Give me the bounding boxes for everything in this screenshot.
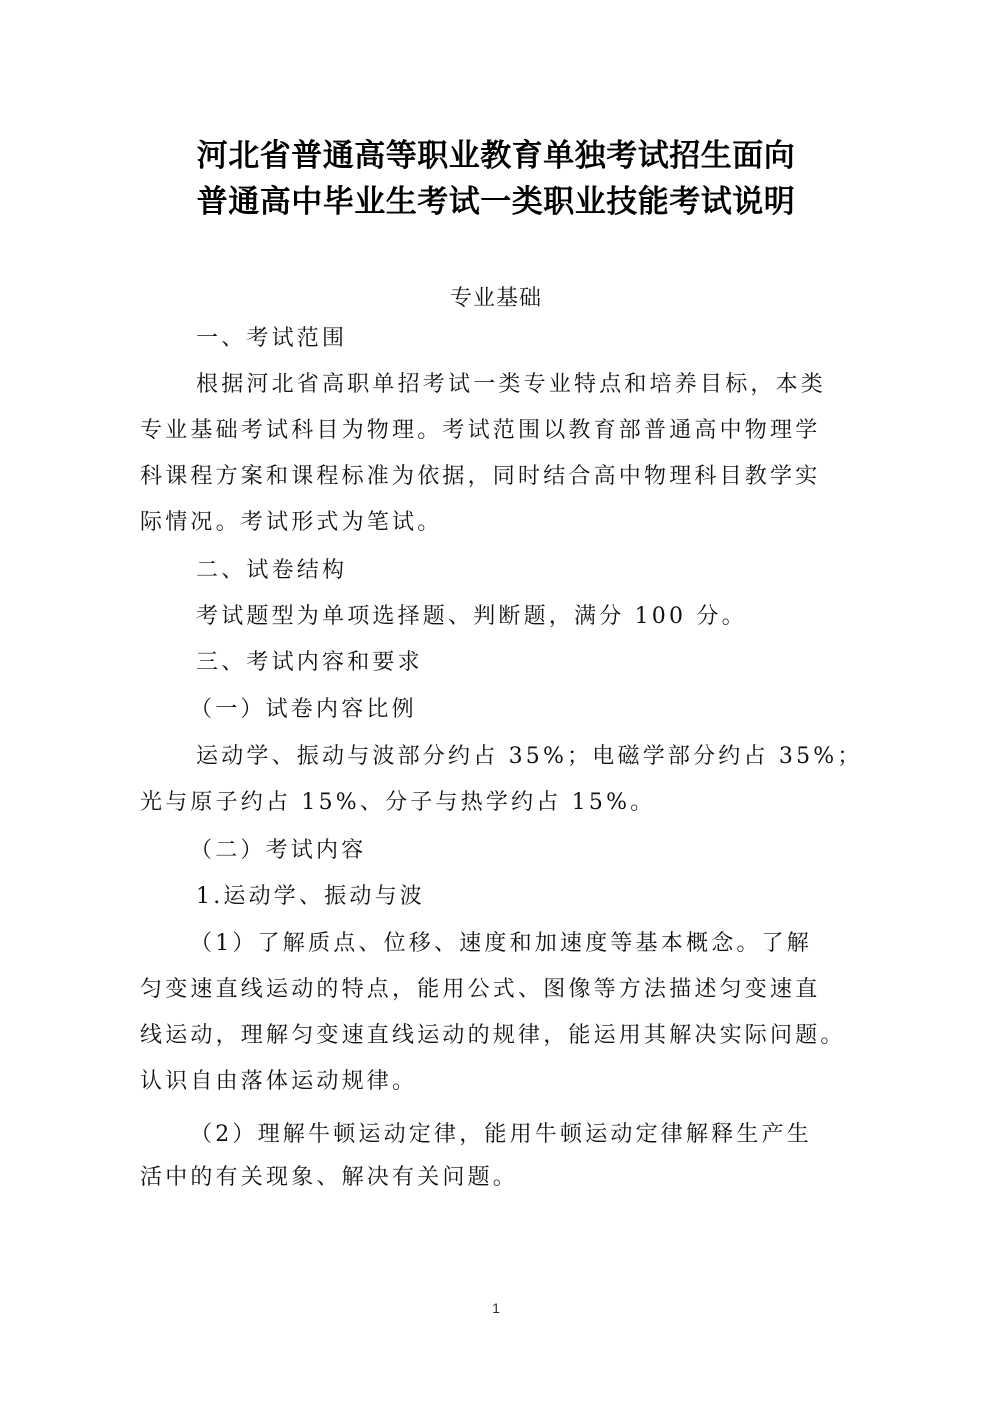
section-heading-paper-structure: 二、试卷结构: [196, 558, 348, 583]
paragraph-line: 考试题型为单项选择题、判断题，满分 100 分。: [196, 604, 747, 629]
document-subtitle: 专业基础: [449, 286, 542, 311]
subsection-heading-exam-content: （二）考试内容: [190, 838, 367, 863]
section-heading-content-requirements: 三、考试内容和要求: [196, 650, 423, 675]
item-heading-kinematics: 1.运动学、振动与波: [196, 884, 425, 909]
section-heading-exam-scope: 一、考试范围: [196, 326, 348, 351]
paragraph-line: （1）了解质点、位移、速度和加速度等基本概念。了解: [190, 931, 812, 956]
paragraph-line: 线运动，理解匀变速直线运动的规律，能运用其解决实际问题。: [140, 1023, 846, 1048]
paragraph-line: 根据河北省高职单招考试一类专业特点和培养目标，本类: [196, 372, 827, 397]
document-title-line-1: 河北省普通高等职业教育单独考试招生面向: [196, 138, 796, 174]
paragraph-line: 际情况。考试形式为笔试。: [140, 510, 443, 535]
paragraph-line: 活中的有关现象、解决有关问题。: [140, 1165, 519, 1190]
document-title-line-2: 普通高中毕业生考试一类职业技能考试说明: [196, 184, 796, 220]
paragraph-line: 认识自由落体运动规律。: [140, 1069, 418, 1094]
subsection-heading-content-ratio: （一）试卷内容比例: [190, 697, 417, 722]
paragraph-line: 匀变速直线运动的特点，能用公式、图像等方法描述匀变速直: [140, 977, 821, 1002]
paragraph-line: （2）理解牛顿运动定律，能用牛顿运动定律解释生产生: [190, 1122, 812, 1147]
paragraph-line: 运动学、振动与波部分约占 35%；电磁学部分约占 35%；: [196, 744, 863, 769]
page-number: 1: [492, 1300, 500, 1316]
paragraph-line: 光与原子约占 15%、分子与热学约占 15%。: [140, 790, 656, 815]
paragraph-line: 科课程方案和课程标准为依据，同时结合高中物理科目教学实: [140, 464, 821, 489]
paragraph-line: 专业基础考试科目为物理。考试范围以教育部普通高中物理学: [140, 418, 821, 443]
